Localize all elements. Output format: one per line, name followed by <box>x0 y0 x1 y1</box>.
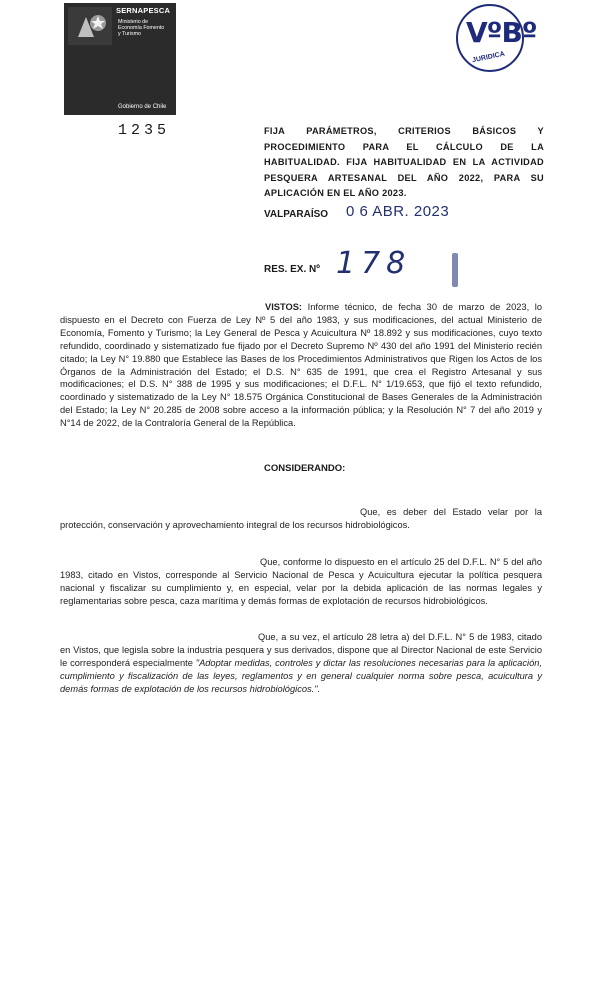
date-stamp: 0 6 ABR. 2023 <box>346 203 450 220</box>
sernapesca-logo <box>64 3 176 115</box>
place: VALPARAÍSO <box>264 209 329 220</box>
considerando-paragraph-1 <box>60 506 542 532</box>
document-number: 1235 <box>118 122 171 139</box>
considerando-text-2: Que, conforme lo dispuesto en el artículo 25 del D.F.L. N° 5 del año 1983, citado en Vistos, corresponde al Servicio Nacional de Pesca y Acuicultura ejecutar la política pesquera nacional y fiscalizar su cumplimiento y, en especial, velar por la debida aplicación de las normas legales y reglamentarias sobre pesca, caza marítima y demás formas de explotación de recursos hidrobiológicos. <box>60 557 542 606</box>
considerando-text-1: Que, es deber del Estado velar por la protección, conservación y aprovechamiento integral de los recursos hidrobiológicos. <box>60 507 542 530</box>
logo-agency: SERNAPESCA <box>116 6 171 15</box>
vistos-paragraph <box>60 301 542 430</box>
resolution-number: 178 <box>336 246 412 281</box>
considerando-text-3: Que, a su vez, el artículo 28 letra a) del D.F.L. N° 5 de 1983, citado en Vistos, que legisla sobre la industria pesquera y sus derivados, dispone que al Director Nacional de este Servicio le corresponderá especialmente <box>60 632 542 668</box>
approval-stamp <box>456 4 537 72</box>
logo-ministry-line: y Turismo <box>118 31 141 37</box>
stamp-mark: VºBº <box>466 16 537 49</box>
logo-ministry-line: Ministerio de <box>118 19 149 25</box>
vistos-label: VISTOS: <box>265 302 303 312</box>
considerando-paragraph-2 <box>60 556 542 608</box>
considerando-paragraph-3 <box>60 631 542 696</box>
document-title: FIJA PARÁMETROS, CRITERIOS BÁSICOS Y PROCEDIMIENTO PARA EL CÁLCULO DE LA HABITUALIDAD. FIJA HABITUALIDAD EN LA ACTIVIDAD PESQUERA ARTESANAL DEL AÑO 2022, PARA SU APLICACIÓN EN EL AÑO 2023. <box>264 126 544 199</box>
considerando-quote-3: "Adoptar medidas, controles y dictar las resoluciones necesarias para la aplicación, cumplimiento y fiscalización de las leyes, reglamentos y en general cualquier norma sobre pesca, acuicultura y demás formas de explotación de los recursos hidrobiológicos.". <box>60 657 542 694</box>
coat-of-arms-icon <box>68 7 112 45</box>
handwritten-mark <box>452 253 458 287</box>
resolution-label: RES. EX. Nº <box>264 264 320 275</box>
vistos-text: Informe técnico, de fecha 30 de marzo de 2023, lo dispuesto en el Decreto con Fuerza de Ley Nº 5 del año 1983, y sus modificaciones, del actual Ministerio de Economía, Fomento y Turismo; la Ley General de Pesca y Acuicultura Nº 18.892 y sus modificaciones, cuyo texto refundido, coordinado y sistematizado fue fijado por el Decreto Supremo Nº 430 del año 1991 del Ministerio recién citado; la Ley N° 19.880 que Establece las Bases de los Procedimientos Administrativos que Rigen los Actos de los Órganos de la Administración del Estado; el D.S. N° 635 de 1991, que crea el Registro Artesanal y sus modificaciones; el D.S. N° 388 de 1995 y sus modificaciones; el D.F.L. N° 1/19.653, que fijó el texto refundido, coordinado y sistematizado de la Ley N° 18.575 Orgánica Constitucional de Bases Generales de la Administración del Estado; la Ley N° 20.285 de 2008 sobre acceso a la información pública; y la Resolución N° 7 del año 2019 y N°14 de 2022, de la Contraloría General de la República. <box>60 302 542 429</box>
stamp-label: JURIDICA <box>471 50 506 65</box>
considerando-heading: CONSIDERANDO: <box>264 463 346 474</box>
logo-ministry-line: Economía Fomento <box>118 25 165 31</box>
logo-government: Gobierno de Chile <box>118 104 167 110</box>
